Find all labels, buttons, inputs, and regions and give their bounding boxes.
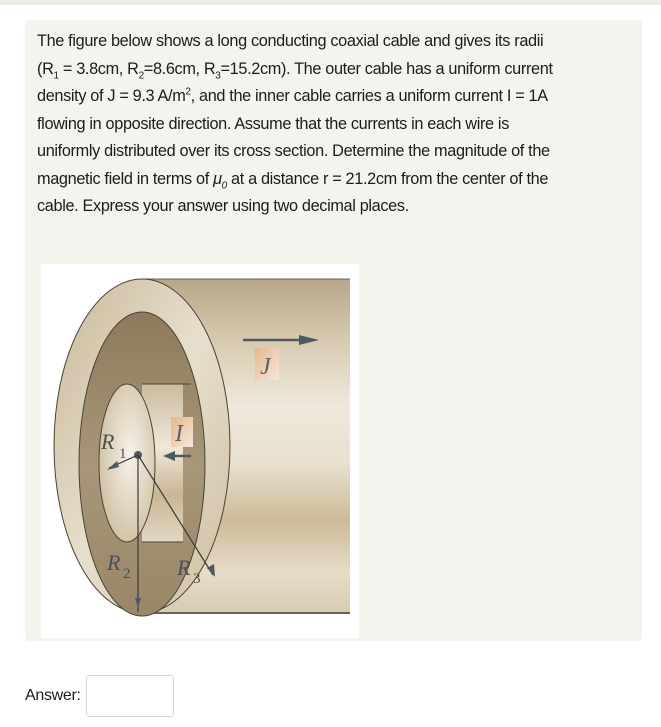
question-line-3: density of J = 9.3 $A/m^2$, and the inner cable carries a uniform current I = 1A bbox=[37, 86, 548, 105]
coaxial-cable-figure bbox=[41, 264, 359, 638]
coaxial-cable-diagram bbox=[41, 264, 359, 638]
question-line-5: uniformly distributed over its cross section. Determine the magnitude of the bbox=[37, 142, 550, 160]
label-j: J bbox=[260, 354, 271, 380]
answer-label: Answer: bbox=[25, 687, 81, 704]
label-i: I bbox=[175, 421, 183, 447]
question-text bbox=[37, 28, 637, 221]
svg-text:3: 3 bbox=[193, 571, 201, 587]
svg-text:2: 2 bbox=[123, 566, 131, 582]
question-line-2: ($R_1 = 3.8cm$, $R_2=8.6cm$, $R_3=15.2cm$). The outer cable has a uniform current bbox=[37, 59, 553, 81]
label-r1: R bbox=[101, 429, 115, 454]
question-line-6: magnetic field in terms of $\mu_0$ at a distance r = 21.2cm from the center of the bbox=[37, 169, 549, 191]
question-panel bbox=[25, 20, 642, 641]
inner-face-r1 bbox=[99, 384, 155, 542]
top-bar bbox=[0, 0, 661, 5]
label-r2: R bbox=[107, 550, 121, 575]
question-line-1: The figure below shows a long conducting coaxial cable and gives its radii bbox=[37, 32, 544, 50]
answer-row bbox=[25, 673, 174, 719]
question-line-4: flowing in opposite direction. Assume that the currents in each wire is bbox=[37, 114, 509, 133]
answer-input[interactable] bbox=[86, 675, 174, 717]
svg-text:1: 1 bbox=[119, 446, 127, 462]
label-r3: R bbox=[177, 555, 191, 580]
question-line-7: cable. Express your answer using two decimal places. bbox=[37, 197, 409, 215]
